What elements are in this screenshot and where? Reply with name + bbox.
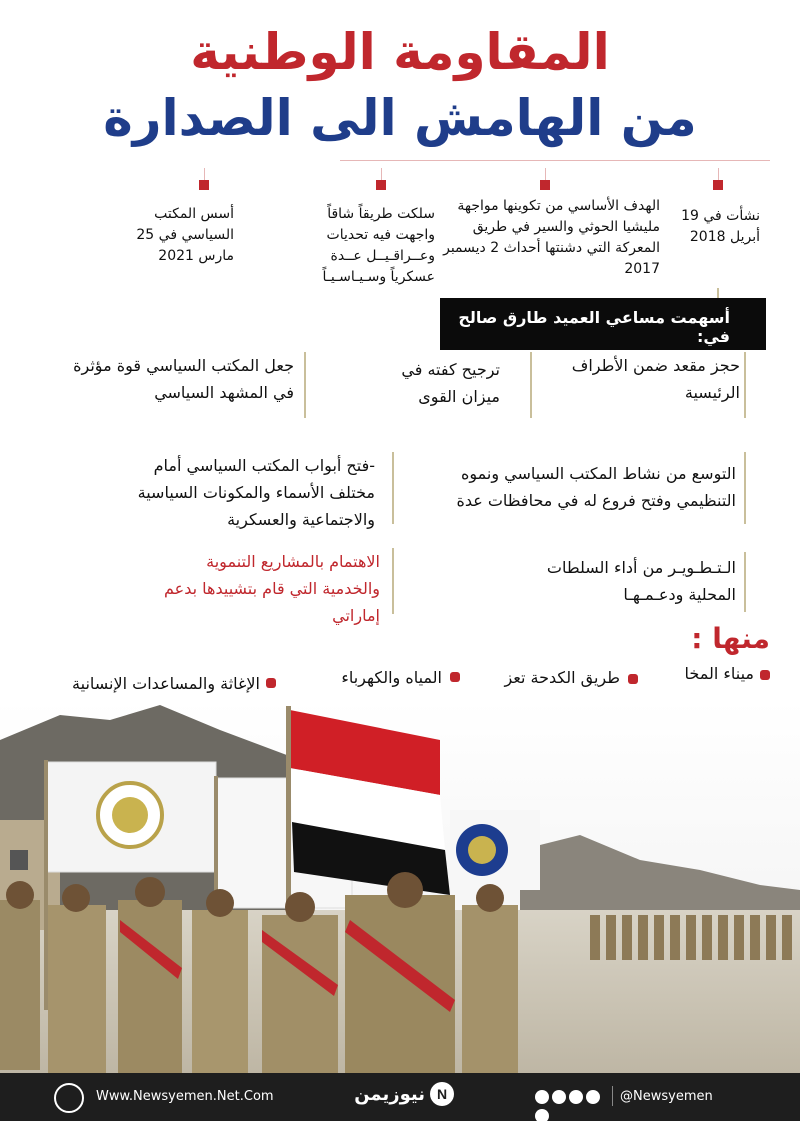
contribution-item: التوسع من نشاط المكتب السياسي ونموه التنظيمي وفتح فروع له في محافظات عدة [456,464,736,510]
example-item: المياه والكهرباء [341,668,442,687]
example-item: طريق الكدحة تعز [504,668,620,687]
item-marker-line [744,552,746,612]
globe-icon [54,1083,84,1113]
timeline-marker [540,180,550,190]
timeline-stem [204,168,205,180]
contributions-heading: أسهمت مساعي العميد طارق صالح في: [458,308,730,346]
contribution-item: ترجيح كفته في ميزان القوى [401,360,500,406]
contribution-item: -فتح أبواب المكتب السياسي أمام مختلف الأسماء والمكونات السياسية والاجتماعية والعسكرية [137,456,375,529]
page-title: المقاومة الوطنية [190,23,610,81]
item-marker-line [744,352,746,418]
item-marker-line [744,452,746,524]
facebook-icon[interactable] [535,1109,549,1123]
timeline-divider [340,160,770,161]
example-item: الإغاثة والمساعدات الإنسانية [72,674,260,693]
item-marker-line [530,352,532,418]
timeline-stem [545,168,546,180]
contribution-item-highlight: الاهتمام بالمشاريع التنموية والخدمية التي قام بتشييدها بدعم إماراتي [164,552,380,625]
brand-logo-icon: N [430,1082,454,1106]
youtube-icon[interactable] [535,1090,549,1104]
item-marker-line [392,548,394,614]
contribution-item: الـتـطـويـر من أداء السلطات المحلية ودعـمـهـا [546,558,736,604]
contribution-item: جعل المكتب السياسي قوة مؤثرة في المشهد السياسي [73,356,294,402]
examples-heading: منها : [691,622,770,655]
item-marker-line [304,352,306,418]
timeline-marker [376,180,386,190]
social-handle[interactable]: @Newsyemen [620,1089,713,1104]
twitter-icon[interactable] [586,1090,600,1104]
timeline-item: سلكت طريقاً شاقاً واجهت فيه تحديات وعــراقـيــل عــدة عسكرياً وسـيـاسـيـاً [322,206,435,285]
footer-divider [612,1086,613,1106]
timeline-item: أسس المكتب السياسي في 25 مارس 2021 [136,206,234,264]
timeline-stem [381,168,382,180]
instagram-icon[interactable] [569,1090,583,1104]
timeline-marker [713,180,723,190]
timeline-item: الهدف الأساسي من تكوينها مواجهة مليشيا الحوثي والسير في طريق المعركة التي دشنتها أحداث 2 ديسمبر 2017 [443,198,660,277]
bullet-marker [266,678,276,688]
soldiers-parade-photo [0,700,800,1080]
contribution-item: حجز مقعد ضمن الأطراف الرئيسية [571,356,740,402]
telegram-icon[interactable] [552,1090,566,1104]
bullet-marker [628,674,638,684]
timeline-marker [199,180,209,190]
social-icons [532,1089,612,1127]
item-marker-line [392,452,394,524]
example-item: ميناء المخا [684,664,754,683]
brand-name: نيوزيمن [354,1084,425,1105]
website-link[interactable]: Www.Newsyemen.Net.Com [96,1089,274,1104]
timeline-stem [718,168,719,180]
page-subtitle: من الهامش الى الصدارة [103,89,697,147]
bullet-marker [450,672,460,682]
timeline-item: نشأت في 19 أبريل 2018 [681,208,760,245]
bullet-marker [760,670,770,680]
